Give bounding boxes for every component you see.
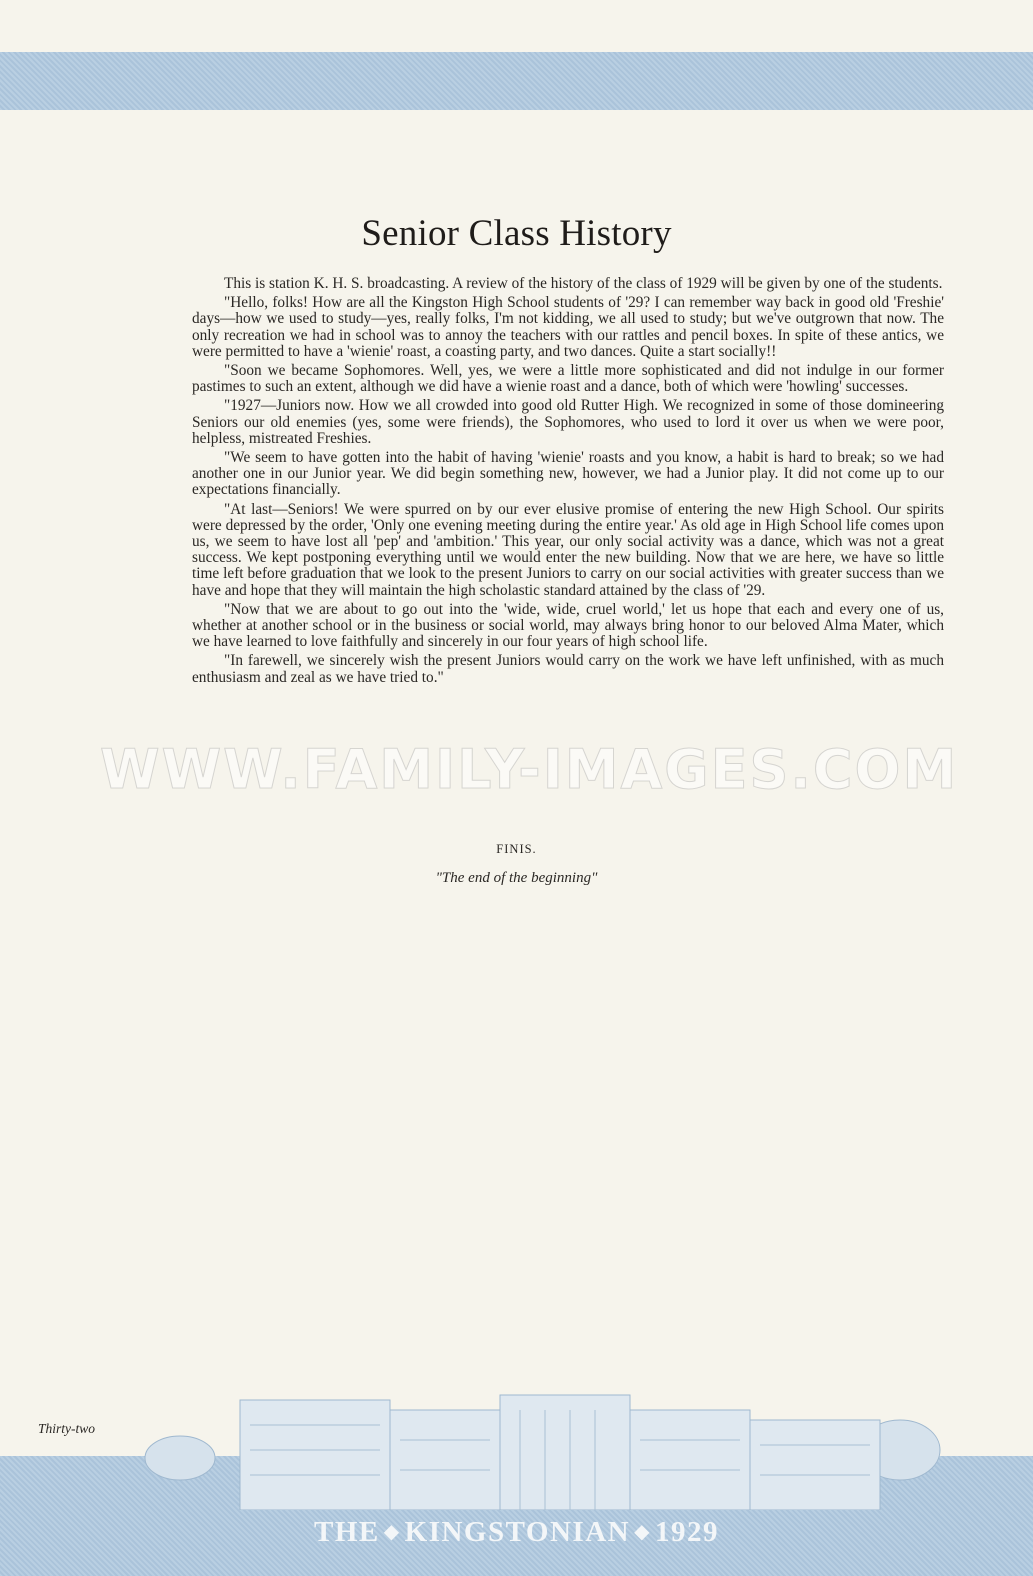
diamond-separator-icon: ◆ [383, 1521, 401, 1543]
finis-label: FINIS. [496, 842, 537, 856]
paragraph: "We seem to have gotten into the habit of having 'wienie' roasts and you know, a habit is hard to break; so we had another one in our Junior year. We did begin something new, however, we had a Junior play. It did not come up to our expectations financially. [192, 449, 944, 499]
page-title: Senior Class History [361, 213, 672, 254]
top-decorative-band [0, 52, 1033, 110]
page-number: Thirty-two [38, 1421, 96, 1436]
paragraph: "Hello, folks! How are all the Kingston High School students of '29? I can remember way back in good old 'Freshie' days—how we used to study—yes, really folks, I'm not kidding, we all used to study; but we've outgrown that now. The only recreation we had in school was to annoy the teachers with our rattles and pencil boxes. In spite of these antics, we were permitted to have a 'wienie' roast, a coasting party, and two dances. Quite a start socially!! [192, 294, 944, 360]
footer-kingstonian: KINGSTONIAN [404, 1516, 631, 1548]
paragraph: This is station K. H. S. broadcasting. A review of the history of the class of 1929 will be given by one of the students. [224, 275, 943, 292]
paragraph: "Soon we became Sophomores. Well, yes, we were a little more sophisticated and did not indulge in our former pastimes to such an extent, although we did have a wienie roast and a dance, both of which were 'howling' successes. [192, 362, 944, 396]
diamond-separator-icon: ◆ [634, 1521, 651, 1543]
footer-year: 1929 [655, 1516, 719, 1548]
school-building-illustration [130, 1380, 950, 1510]
footer-the: THE [314, 1516, 380, 1548]
paragraph: "In farewell, we sincerely wish the present Juniors would carry on the work we have left unfinished, with as much enthusiasm and zeal as we have tried to." [192, 652, 944, 686]
history-text [192, 276, 944, 689]
paragraph: "1927—Juniors now. How we all crowded into good old Rutter High. We recognized in some of those domineering Seniors our old enemies (yes, some were friends), the Sophomores, who used to lord it over us when we were poor, helpless, mistreated Freshies. [192, 397, 944, 447]
closing-quote: "The end of the beginning" [435, 870, 598, 886]
footer-yearbook-title [0, 1516, 1033, 1549]
watermark: WWW.FAMILY-IMAGES.COM [100, 738, 959, 801]
paragraph: "At last—Seniors! We were spurred on by our ever elusive promise of entering the new High School. Our spirits were depressed by the order, 'Only one evening meeting during the entire year.' As old age in High School life comes upon us, we seem to have lost all 'pep' and 'ambition.' This year, our only social activity was a dance, which was not a great success. We kept postponing everything until we would enter the new building. Now that we are here, we have so little time left before graduation that we look to the present Juniors to carry on our social activities with greater success than we have and hope that they will maintain the high scholastic standard attained by the class of '29. [192, 500, 944, 599]
paragraph: "Now that we are about to go out into the 'wide, wide, cruel world,' let us hope that each and every one of us, whether at another school or in the business or social world, may always bring honor to our beloved Alma Mater, which we have learned to love faithfully and sincerely in our four years of high school life. [192, 600, 944, 651]
